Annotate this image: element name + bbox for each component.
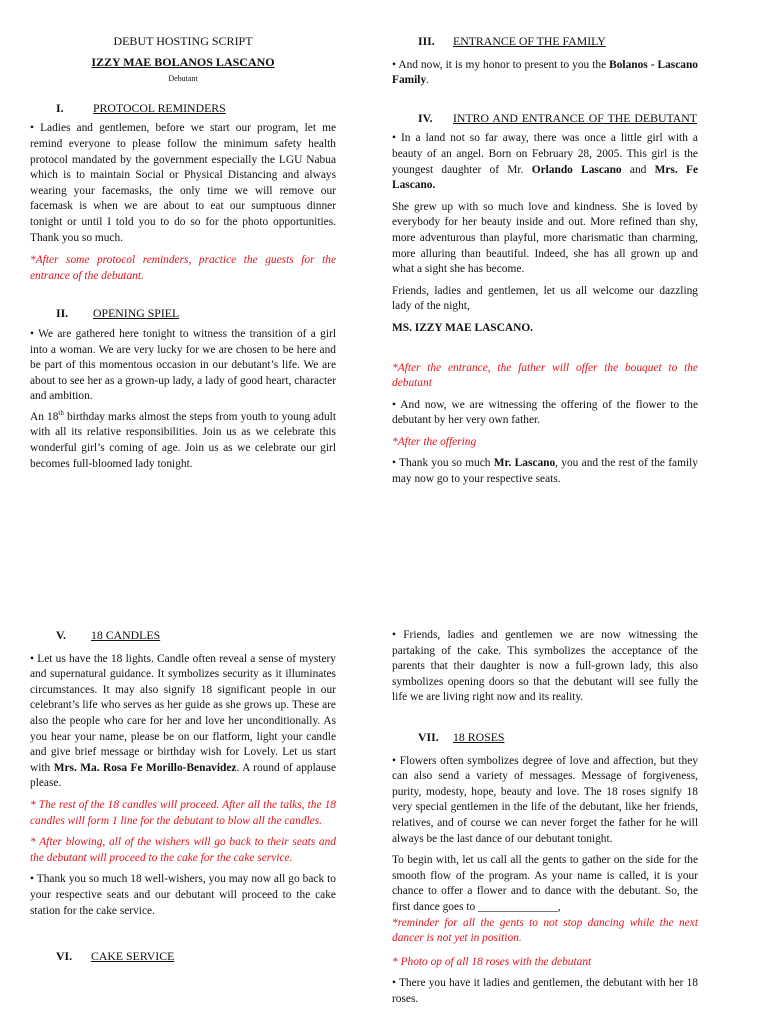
text-run: • And now, it is my honor to present to you the — [392, 58, 610, 71]
left-column-top — [30, 34, 336, 472]
section-number: III. — [418, 34, 435, 48]
text-run: birthday marks almost the steps from youth to young adult with all its relative responsibilities. Join us as we celebrate this wonderful girl’s coming of age. Join us as we celebrate our girl becomes full-bloomed lady tonight. — [30, 410, 336, 470]
candles-note-1: * The rest of the 18 candles will proceed. After all the talks, the 18 candles will form 1 line for the debutant to blow all the candles. — [30, 798, 336, 827]
opening-paragraph-2 — [30, 410, 336, 472]
debutant-name: IZZY MAE BOLANOS LASCANO — [91, 54, 275, 69]
section-heading-intro — [392, 111, 698, 127]
text-run: • In a land not so far away, there was once a little girl with a beauty of an angel. Born on February 28, 2005. This girl is the youngest daughter of Mr. — [392, 132, 698, 176]
section-number: VI. — [56, 949, 73, 964]
section-heading-protocol — [30, 101, 336, 117]
candles-paragraph-2: • Thank you so much 18 well-wishers, you may now all go back to your respective seats and our debutant will proceed to the cake station for the cake service. — [30, 873, 336, 917]
superscript: th — [58, 409, 64, 418]
section-heading-candles — [30, 628, 336, 644]
roses-paragraph-2: To begin with, let us call all the gents to gather on the side for the smooth flow of the program. As your name is called, it is your chance to offer a flower and to dance with the debutant. So, the first dance goes to ______________, — [392, 854, 698, 913]
section-heading-family — [392, 34, 698, 50]
candles-note-2: * After blowing, all of the wishers will go back to their seats and the debutant will proceed to the cake for the cake service. — [30, 836, 336, 864]
text-run: • Thank you so much — [392, 457, 494, 470]
section-heading-cake — [30, 949, 336, 965]
right-column-top — [392, 34, 698, 488]
family-name: Bolanos - Lascano Family — [392, 58, 698, 87]
cake-paragraph: • Friends, ladies and gentlemen we are now witnessing the partaking of the cake. This symbolizes the acceptance of the parents that their daughter is now a full-grown lady, this also symbolizes opening doors so that the debutant will see fully the life we are living right now and its reality. — [392, 629, 698, 704]
father-name: Orlando Lascano — [531, 163, 622, 176]
debutant-role: Debutant — [168, 74, 198, 84]
section-title: 18 ROSES — [453, 729, 505, 744]
candles-paragraph-1 — [30, 652, 336, 792]
text-run: An 18 — [30, 410, 59, 423]
intro-paragraph-6 — [392, 456, 698, 487]
roses-paragraph-1: • Flowers often symbolizes degree of love and affection, but they can also send a variety of messages. Message of forgiveness, purity, modesty, hope, beauty and love. The 18 roses signify 18 very special gentlemen in the life of the debutant, like her friends, relatives, and of course we can never forget the father for he will always be the last dance of our debutant tonight. — [392, 754, 698, 845]
left-column-bottom — [30, 628, 336, 965]
section-title: PROTOCOL REMINDERS — [93, 100, 226, 115]
father-title: Mr. Lascano — [493, 457, 556, 470]
intro-paragraph-5: • And now, we are witnessing the offering of the flower to the debutant by her very own father. — [392, 398, 698, 427]
section-number: V. — [56, 628, 66, 642]
intro-paragraph-3: Friends, ladies and gentlemen, let us all welcome our dazzling lady of the night, — [392, 284, 698, 313]
mother-name: Mrs. Fe Lascano. — [392, 163, 698, 192]
protocol-note: *After some protocol reminders, practice the guests for the entrance of the debutant. — [30, 254, 336, 282]
intro-debutant-call: MS. IZZY MAE LASCANO. — [392, 321, 534, 334]
document-title: DEBUT HOSTING SCRIPT — [113, 34, 253, 48]
section-number: VII. — [418, 729, 439, 744]
roses-paragraph-3: • There you have it ladies and gentlemen, the debutant with her 18 roses. — [392, 977, 698, 1005]
roses-note-1: *reminder for all the gents to not stop dancing while the next dancer is not yet in position. — [392, 916, 698, 945]
text-run: . — [426, 74, 430, 87]
section-heading-opening — [30, 306, 336, 322]
section-title: 18 CANDLES — [91, 628, 161, 642]
section-number: IV. — [418, 110, 433, 125]
intro-note-2: *After the offering — [392, 435, 477, 448]
section-title: OPENING SPIEL — [93, 306, 180, 321]
section-title: CAKE SERVICE — [91, 949, 175, 964]
first-candle-name: Mrs. Ma. Rosa Fe Morillo-Benavidez — [53, 761, 237, 774]
section-title: ENTRANCE OF THE FAMILY — [453, 34, 606, 48]
intro-paragraph-1 — [392, 131, 698, 193]
section-title: INTRO AND ENTRANCE OF THE DEBUTANT — [453, 110, 697, 125]
opening-paragraph-1: • We are gathered here tonight to witness the transition of a girl into a woman. We are very lucky for we are chosen to be here and be part of this momentous occasion in our debutant’s life. We are about to see her as a grown-up lady, a lady of good heart, character and ambition. — [30, 327, 336, 403]
section-number: II. — [56, 306, 69, 321]
intro-paragraph-2: She grew up with so much love and kindness. She is loved by everybody for her beauty inside and out. More refined than shy, more adventurous than playful, more charismatic than charming, more alluring than beautiful. Indeed, she has all grown up and what a sight she has become. — [392, 200, 698, 276]
text-run: . A round of applause please. — [30, 761, 336, 790]
section-heading-roses — [392, 730, 698, 746]
text-run: • Let us have the 18 lights. Candle often reveal a sense of mystery and supernatural guidance. It symbolizes security as it illuminates circumstances. It may also signify 18 significant people in our celebrant’s life who serves as her guide as she grows up. These are also the people who care for her and love her unconditionally. As you hear your name, please be on our flatform, light your candle and give brief message or birthday wish for Lovely. Let us start with — [30, 652, 336, 774]
section-number: I. — [56, 100, 64, 115]
text-run: , you and the rest of the family may now go to your respective seats. — [392, 457, 698, 486]
intro-note-1: *After the entrance, the father will offer the bouquet to the debutant — [392, 361, 698, 390]
roses-note-2: * Photo op of all 18 roses with the debutant — [392, 955, 592, 968]
right-column-bottom — [392, 628, 698, 1007]
family-paragraph — [392, 58, 698, 89]
text-run: and — [621, 163, 655, 176]
protocol-paragraph: • Ladies and gentlemen, before we start our program, let me remind everyone to please follow the minimum safety health protocol mandated by the government especially the LGU Nabua which is to maintain Social or Physical Distancing and always wearing your facemasks, the only time we will remove our facemask is when we are about to eat our sumptuous dinner tonight or until I told you to do so for the photo opportunities. Thank you so much. — [30, 122, 336, 244]
